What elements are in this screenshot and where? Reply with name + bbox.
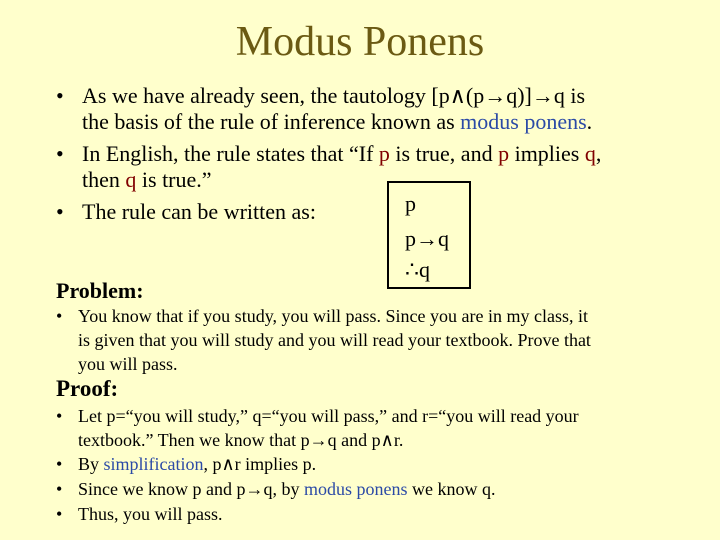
proof-line: Let p=“you will study,” q=“you will pass,” and r=“you will read your (78, 406, 579, 426)
problem-line: you will pass. (78, 354, 178, 374)
bullet-line: In English, the rule states that “If p is true, and p implies q, (82, 141, 602, 166)
problem-heading: Problem: (56, 278, 144, 303)
keyword-simplification: simplification (103, 454, 204, 474)
proof-line: By simplification, p∧r implies p. (78, 454, 317, 474)
rule-conclusion: ∴q (405, 257, 430, 282)
proof-line: textbook.” Then we know that p→q and p∧r. (78, 430, 404, 450)
inference-rule-box (387, 181, 471, 289)
keyword-modus-ponens: modus ponens (460, 109, 587, 134)
problem-line: is given that you will study and you will read your textbook. Prove that (78, 330, 591, 350)
rule-premise-1: p (405, 191, 416, 216)
bullet-line: the basis of the rule of inference known as modus ponens. (82, 109, 593, 134)
bullet-line: As we have already seen, the tautology [p∧(p→q)]→q is (82, 83, 586, 108)
bullet-dot: • (56, 199, 64, 224)
bullet-line: The rule can be written as: (82, 199, 316, 224)
bullet-dot: • (56, 504, 63, 524)
rule-premise-2: p→q (405, 226, 449, 251)
bullet-dot: • (56, 83, 64, 108)
problem-line: You know that if you study, you will pass. Since you are in my class, it (78, 306, 588, 326)
bullet-dot: • (56, 479, 63, 499)
slide-title: Modus Ponens (235, 19, 485, 65)
bullet-dot: • (56, 406, 63, 426)
bullet-dot: • (56, 454, 63, 474)
keyword-modus-ponens: modus ponens (303, 479, 408, 499)
proof-heading: Proof: (56, 376, 119, 401)
proof-line: Thus, you will pass. (78, 504, 223, 524)
proof-line: Since we know p and p→q, by modus ponens we know q. (78, 479, 496, 499)
bullet-dot: • (56, 306, 63, 326)
bullet-dot: • (56, 141, 64, 166)
bullet-line: then q is true.” (82, 167, 212, 192)
